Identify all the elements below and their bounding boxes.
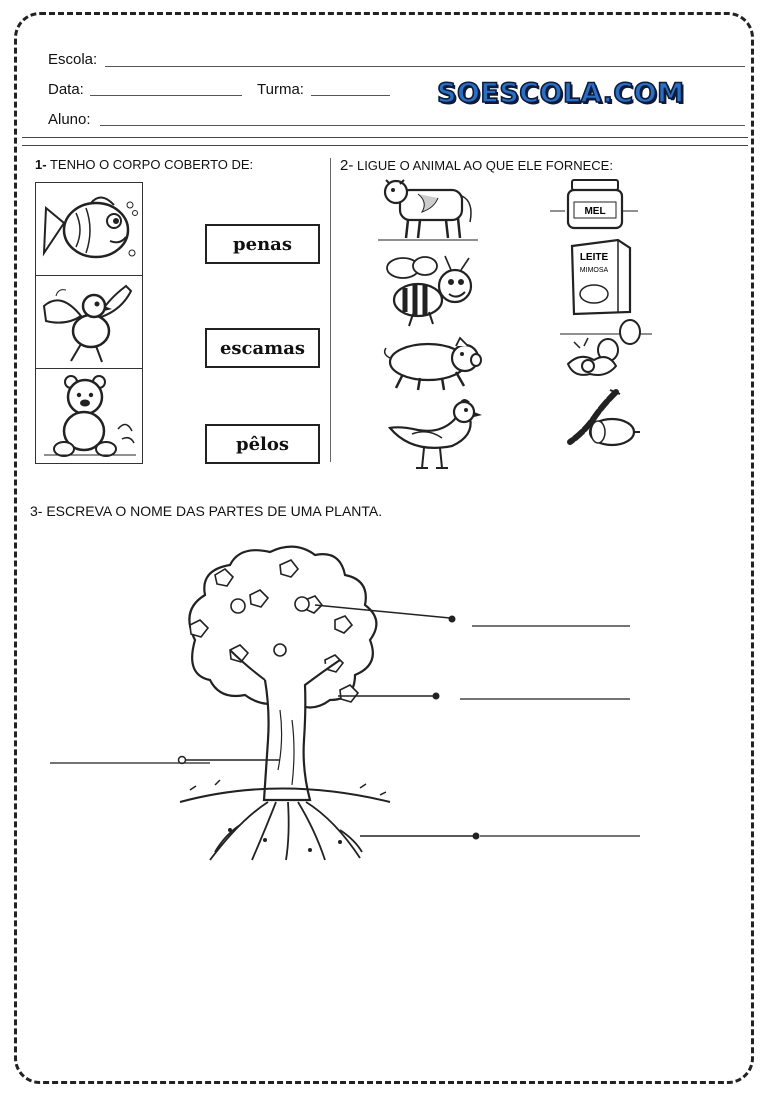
turma-field[interactable] xyxy=(311,95,390,96)
q2-number: 2- xyxy=(340,157,354,174)
q3-heading: 3- ESCREVA O NOME DAS PARTES DE UMA PLANTA. xyxy=(30,503,383,519)
milk-brand: MIMOSA xyxy=(579,267,609,274)
q1-number: 1- xyxy=(35,157,47,172)
honey-label: MEL xyxy=(584,206,606,217)
header-divider xyxy=(22,137,748,138)
bird-icon xyxy=(36,276,142,369)
bear-icon xyxy=(36,369,142,463)
word-box-penas[interactable]: penas xyxy=(205,224,320,264)
q2-title: LIGUE O ANIMAL AO QUE ELE FORNECE: xyxy=(356,158,613,173)
cow-icon xyxy=(378,172,478,244)
q1-heading xyxy=(35,157,253,172)
milk-box-icon xyxy=(568,238,634,316)
q1-title: TENHO O CORPO COBERTO DE: xyxy=(49,157,254,172)
bee-icon xyxy=(383,252,483,330)
fish-picture xyxy=(35,182,143,277)
escola-label: Escola: xyxy=(48,51,98,68)
header-divider-2 xyxy=(22,145,748,146)
escola-field[interactable] xyxy=(105,66,745,67)
aluno-label: Aluno: xyxy=(48,111,91,128)
sausage-icon xyxy=(562,388,642,452)
data-label: Data: xyxy=(48,81,84,98)
bird-picture xyxy=(35,275,143,370)
word-box-escamas[interactable]: escamas xyxy=(205,328,320,368)
hen-icon xyxy=(382,398,487,474)
column-divider xyxy=(330,158,331,462)
data-field[interactable] xyxy=(90,95,242,96)
milk-label: LEITE xyxy=(579,252,609,263)
turma-label: Turma: xyxy=(257,81,304,98)
honey-jar-icon xyxy=(550,176,640,230)
fish-icon xyxy=(36,183,142,276)
pig-icon xyxy=(380,336,490,392)
bear-picture xyxy=(35,368,143,464)
soescola-logo: SOESCOLA.COM xyxy=(437,78,685,109)
tree-icon xyxy=(40,540,660,870)
aluno-field[interactable] xyxy=(100,125,745,126)
eggs-icon xyxy=(560,318,652,384)
word-box-pelos[interactable]: pêlos xyxy=(205,424,320,464)
